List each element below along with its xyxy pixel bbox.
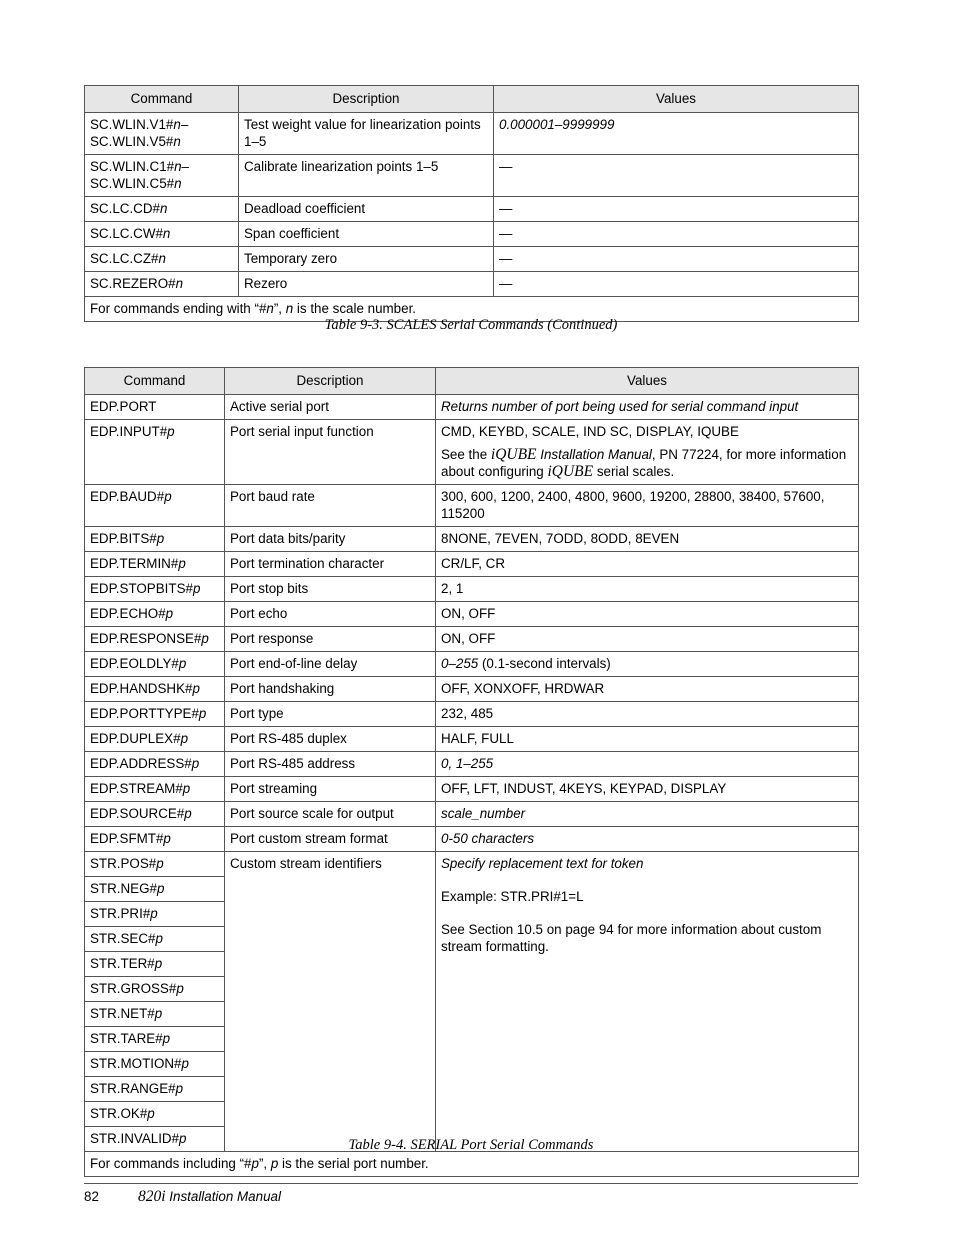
command-cell: SC.REZERO#n bbox=[85, 272, 239, 297]
column-header-values: Values bbox=[436, 368, 859, 395]
table-row bbox=[85, 552, 859, 577]
command-cell: STR.RANGE#p bbox=[85, 1077, 225, 1102]
description-cell: Port handshaking bbox=[225, 677, 436, 702]
table-note: For commands including “#p”, p is the serial port number. bbox=[85, 1152, 859, 1177]
values-cell: HALF, FULL bbox=[436, 727, 859, 752]
command-cell: STR.TARE#p bbox=[85, 1027, 225, 1052]
table-row bbox=[85, 852, 859, 877]
command-cell: EDP.STOPBITS#p bbox=[85, 577, 225, 602]
column-header-description: Description bbox=[225, 368, 436, 395]
values-cell: 232, 485 bbox=[436, 702, 859, 727]
description-cell: Port end-of-line delay bbox=[225, 652, 436, 677]
values-cell: 8NONE, 7EVEN, 7ODD, 8ODD, 8EVEN bbox=[436, 527, 859, 552]
product-model: 820i bbox=[138, 1188, 166, 1205]
values-cell: 2, 1 bbox=[436, 577, 859, 602]
command-cell: STR.OK#p bbox=[85, 1102, 225, 1127]
table-row bbox=[85, 155, 859, 197]
values-cell: OFF, XONXOFF, HRDWAR bbox=[436, 677, 859, 702]
column-header-values: Values bbox=[494, 86, 859, 113]
table-row bbox=[85, 702, 859, 727]
description-cell: Port response bbox=[225, 627, 436, 652]
command-cell: SC.WLIN.V1#n– SC.WLIN.V5#n bbox=[85, 113, 239, 155]
command-cell: STR.PRI#p bbox=[85, 902, 225, 927]
command-cell: EDP.BAUD#p bbox=[85, 485, 225, 527]
command-cell: EDP.BITS#p bbox=[85, 527, 225, 552]
description-cell: Port RS-485 duplex bbox=[225, 727, 436, 752]
table-row bbox=[85, 272, 859, 297]
values-cell: — bbox=[494, 247, 859, 272]
table-row bbox=[85, 677, 859, 702]
page-number: 82 bbox=[84, 1189, 99, 1204]
command-cell: EDP.ADDRESS#p bbox=[85, 752, 225, 777]
table-row bbox=[85, 827, 859, 852]
command-cell: EDP.SFMT#p bbox=[85, 827, 225, 852]
command-cell: EDP.PORTTYPE#p bbox=[85, 702, 225, 727]
command-cell: SC.LC.CW#n bbox=[85, 222, 239, 247]
table-note: For commands ending with “#n”, n is the scale number. bbox=[85, 297, 859, 322]
table-row bbox=[85, 420, 859, 485]
table-caption: Table 9-3. SCALES Serial Commands (Continued) bbox=[324, 317, 618, 333]
table-note-row bbox=[85, 1152, 859, 1177]
description-cell: Port data bits/parity bbox=[225, 527, 436, 552]
command-cell: EDP.INPUT#p bbox=[85, 420, 225, 485]
values-cell: ON, OFF bbox=[436, 627, 859, 652]
description-cell: Port custom stream format bbox=[225, 827, 436, 852]
column-header-description: Description bbox=[239, 86, 494, 113]
description-cell: Port type bbox=[225, 702, 436, 727]
values-cell: ON, OFF bbox=[436, 602, 859, 627]
values-cell: — bbox=[494, 222, 859, 247]
table-row bbox=[85, 395, 859, 420]
table-row bbox=[85, 727, 859, 752]
table-row bbox=[85, 777, 859, 802]
command-cell: EDP.TERMIN#p bbox=[85, 552, 225, 577]
description-cell: Active serial port bbox=[225, 395, 436, 420]
command-cell: STR.GROSS#p bbox=[85, 977, 225, 1002]
table-header-row bbox=[85, 368, 859, 395]
command-cell: EDP.PORT bbox=[85, 395, 225, 420]
values-cell: — bbox=[494, 197, 859, 222]
command-cell: STR.MOTION#p bbox=[85, 1052, 225, 1077]
command-cell: STR.SEC#p bbox=[85, 927, 225, 952]
description-cell: Rezero bbox=[239, 272, 494, 297]
values-cell: — bbox=[494, 272, 859, 297]
values-cell: 0-50 characters bbox=[436, 827, 859, 852]
command-cell: EDP.STREAM#p bbox=[85, 777, 225, 802]
command-cell: SC.LC.CZ#n bbox=[85, 247, 239, 272]
table-row bbox=[85, 485, 859, 527]
description-cell: Port serial input function bbox=[225, 420, 436, 485]
page-footer bbox=[84, 1188, 281, 1206]
command-cell: EDP.DUPLEX#p bbox=[85, 727, 225, 752]
command-cell: STR.TER#p bbox=[85, 952, 225, 977]
values-cell: 0.000001–9999999 bbox=[494, 113, 859, 155]
values-cell: scale_number bbox=[436, 802, 859, 827]
values-cell: CMD, KEYBD, SCALE, IND SC, DISPLAY, IQUBE See the iQUBE Installation Manual, PN 77224, for more information about configuring iQUBE serial scales. bbox=[436, 420, 859, 485]
description-cell: Port streaming bbox=[225, 777, 436, 802]
table-row bbox=[85, 627, 859, 652]
description-cell: Deadload coefficient bbox=[239, 197, 494, 222]
description-cell: Span coefficient bbox=[239, 222, 494, 247]
table-row bbox=[85, 247, 859, 272]
scales-commands-table bbox=[84, 85, 859, 322]
values-cell: 0, 1–255 bbox=[436, 752, 859, 777]
table-row bbox=[85, 527, 859, 552]
description-cell: Port termination character bbox=[225, 552, 436, 577]
table-row bbox=[85, 197, 859, 222]
column-header-command: Command bbox=[85, 368, 225, 395]
table-header-row bbox=[85, 86, 859, 113]
command-cell: SC.LC.CD#n bbox=[85, 197, 239, 222]
description-cell: Temporary zero bbox=[239, 247, 494, 272]
table-row bbox=[85, 222, 859, 247]
values-cell: CR/LF, CR bbox=[436, 552, 859, 577]
command-cell: STR.NEG#p bbox=[85, 877, 225, 902]
command-cell: EDP.ECHO#p bbox=[85, 602, 225, 627]
description-cell: Custom stream identifiers bbox=[225, 852, 436, 1152]
values-cell: 0–255 (0.1-second intervals) bbox=[436, 652, 859, 677]
values-cell: — bbox=[494, 155, 859, 197]
values-cell: Specify replacement text for token Example: STR.PRI#1=L See Section 10.5 on page 94 for more information about custom stream formatting. bbox=[436, 852, 859, 1152]
table-row bbox=[85, 113, 859, 155]
column-header-command: Command bbox=[85, 86, 239, 113]
table-row bbox=[85, 577, 859, 602]
description-cell: Port baud rate bbox=[225, 485, 436, 527]
table-row bbox=[85, 602, 859, 627]
command-cell: STR.POS#p bbox=[85, 852, 225, 877]
command-cell: STR.NET#p bbox=[85, 1002, 225, 1027]
values-cell: OFF, LFT, INDUST, 4KEYS, KEYPAD, DISPLAY bbox=[436, 777, 859, 802]
description-cell: Port echo bbox=[225, 602, 436, 627]
values-cell: 300, 600, 1200, 2400, 4800, 9600, 19200, 28800, 38400, 57600, 115200 bbox=[436, 485, 859, 527]
values-cell: Returns number of port being used for serial command input bbox=[436, 395, 859, 420]
command-cell: EDP.SOURCE#p bbox=[85, 802, 225, 827]
table-row bbox=[85, 752, 859, 777]
command-cell: SC.WLIN.C1#n– SC.WLIN.C5#n bbox=[85, 155, 239, 197]
footer-divider bbox=[84, 1183, 858, 1184]
description-cell: Calibrate linearization points 1–5 bbox=[239, 155, 494, 197]
description-cell: Port source scale for output bbox=[225, 802, 436, 827]
command-cell: EDP.RESPONSE#p bbox=[85, 627, 225, 652]
document-title: Installation Manual bbox=[165, 1189, 281, 1204]
description-cell: Port RS-485 address bbox=[225, 752, 436, 777]
command-cell: EDP.HANDSHK#p bbox=[85, 677, 225, 702]
table-row bbox=[85, 652, 859, 677]
serial-port-commands-table bbox=[84, 367, 859, 1177]
description-cell: Port stop bits bbox=[225, 577, 436, 602]
table-caption: Table 9-4. SERIAL Port Serial Commands bbox=[348, 1137, 594, 1153]
table-row bbox=[85, 802, 859, 827]
command-cell: EDP.EOLDLY#p bbox=[85, 652, 225, 677]
description-cell: Test weight value for linearization points 1–5 bbox=[239, 113, 494, 155]
command-cell: STR.INVALID#p bbox=[85, 1127, 225, 1152]
